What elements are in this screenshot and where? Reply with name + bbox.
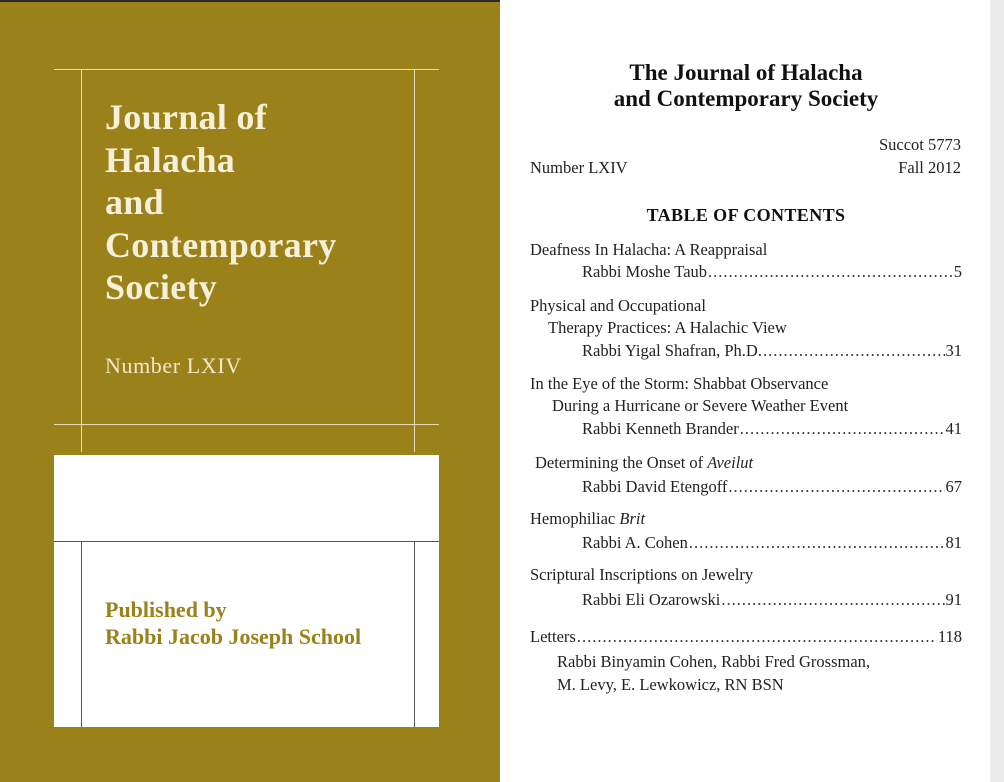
toc-entry-title bbox=[535, 453, 753, 473]
toc-title-text: Hemophiliac bbox=[530, 509, 620, 528]
dot-leader bbox=[763, 341, 945, 361]
dot-leader bbox=[721, 590, 944, 610]
toc-entry-author-line bbox=[582, 533, 962, 553]
toc-letters-label: Letters bbox=[530, 627, 576, 646]
journal-cover bbox=[0, 0, 500, 782]
toc-entry-author-line bbox=[582, 477, 962, 497]
publisher-credit bbox=[105, 596, 425, 650]
toc-entry-author-line bbox=[582, 590, 962, 610]
toc-title-text: Determining the Onset of bbox=[535, 453, 708, 472]
cover-title bbox=[105, 96, 405, 309]
toc-page-number: 118 bbox=[937, 627, 962, 646]
toc-entry-title: Therapy Practices: A Halachic View bbox=[548, 318, 787, 337]
cover-frame-line-right bbox=[414, 69, 415, 452]
journal-title bbox=[540, 60, 952, 112]
cover-frame-line-top bbox=[54, 69, 439, 70]
toc-author: Rabbi Eli Ozarowski bbox=[582, 590, 721, 609]
panel-divider bbox=[54, 541, 439, 542]
toc-author: Rabbi Yigal Shafran, Ph.D. bbox=[582, 341, 762, 360]
letters-authors-line: Rabbi Binyamin Cohen, Rabbi Fred Grossman, bbox=[557, 652, 871, 671]
issue-holiday: Succot 5773 bbox=[878, 135, 961, 154]
cover-top-edge bbox=[0, 0, 500, 2]
toc-page-number: 81 bbox=[945, 533, 962, 552]
issue-season: Fall 2012 bbox=[898, 158, 961, 177]
toc-entry-title: Physical and Occupational bbox=[530, 296, 706, 315]
cover-frame-line-bottom bbox=[54, 424, 439, 425]
cover-frame-line-left bbox=[81, 69, 82, 452]
dot-leader bbox=[689, 533, 945, 553]
panel-line-left bbox=[81, 541, 82, 727]
dot-leader bbox=[577, 627, 937, 647]
cover-issue-number: Number LXIV bbox=[105, 353, 242, 378]
toc-page-number: 5 bbox=[953, 262, 962, 281]
toc-letters-line bbox=[530, 627, 962, 647]
contents-page bbox=[500, 0, 1004, 782]
toc-page-number: 31 bbox=[945, 341, 962, 360]
journal-title-line: and Contemporary Society bbox=[613, 86, 879, 111]
cover-title-line: Contemporary bbox=[105, 224, 337, 265]
issue-number: Number LXIV bbox=[530, 158, 628, 177]
publisher-panel bbox=[54, 455, 439, 727]
toc-title-italic: Aveilut bbox=[707, 453, 754, 472]
page-edge-shadow bbox=[990, 0, 1004, 782]
journal-title-line: The Journal of Halacha bbox=[629, 60, 863, 85]
toc-author: Rabbi A. Cohen bbox=[582, 533, 688, 552]
toc-entry-author-line bbox=[582, 419, 962, 439]
toc-entry-title: Deafness In Halacha: A Reappraisal bbox=[530, 240, 768, 259]
toc-author: Rabbi Kenneth Brander bbox=[582, 419, 739, 438]
cover-title-line: Society bbox=[105, 267, 218, 307]
dot-leader bbox=[728, 477, 944, 497]
toc-entry-title: During a Hurricane or Severe Weather Event bbox=[552, 396, 849, 415]
cover-title-line: Halacha bbox=[105, 139, 236, 180]
toc-page-number: 91 bbox=[945, 590, 962, 609]
toc-author: Rabbi David Etengoff bbox=[582, 477, 728, 496]
toc-heading: TABLE OF CONTENTS bbox=[646, 205, 846, 225]
toc-entry-title: Scriptural Inscriptions on Jewelry bbox=[530, 565, 754, 584]
dot-leader bbox=[740, 419, 945, 439]
toc-title-italic: Brit bbox=[619, 509, 646, 528]
publisher-line: Rabbi Jacob Joseph School bbox=[105, 624, 362, 649]
toc-entry-author-line bbox=[582, 262, 962, 282]
publisher-line: Published by bbox=[105, 597, 227, 622]
toc-entry-title: In the Eye of the Storm: Shabbat Observance bbox=[530, 374, 829, 393]
letters-authors-line: M. Levy, E. Lewkowicz, RN BSN bbox=[557, 675, 784, 694]
toc-page-number: 41 bbox=[945, 419, 962, 438]
toc-author: Rabbi Moshe Taub bbox=[582, 262, 708, 281]
toc-entry-title bbox=[530, 509, 645, 529]
dot-leader bbox=[708, 262, 953, 282]
cover-title-line: Journal of bbox=[105, 97, 268, 137]
toc-entry-author-line bbox=[582, 341, 962, 361]
toc-page-number: 67 bbox=[945, 477, 962, 496]
cover-title-line: and bbox=[105, 182, 164, 222]
